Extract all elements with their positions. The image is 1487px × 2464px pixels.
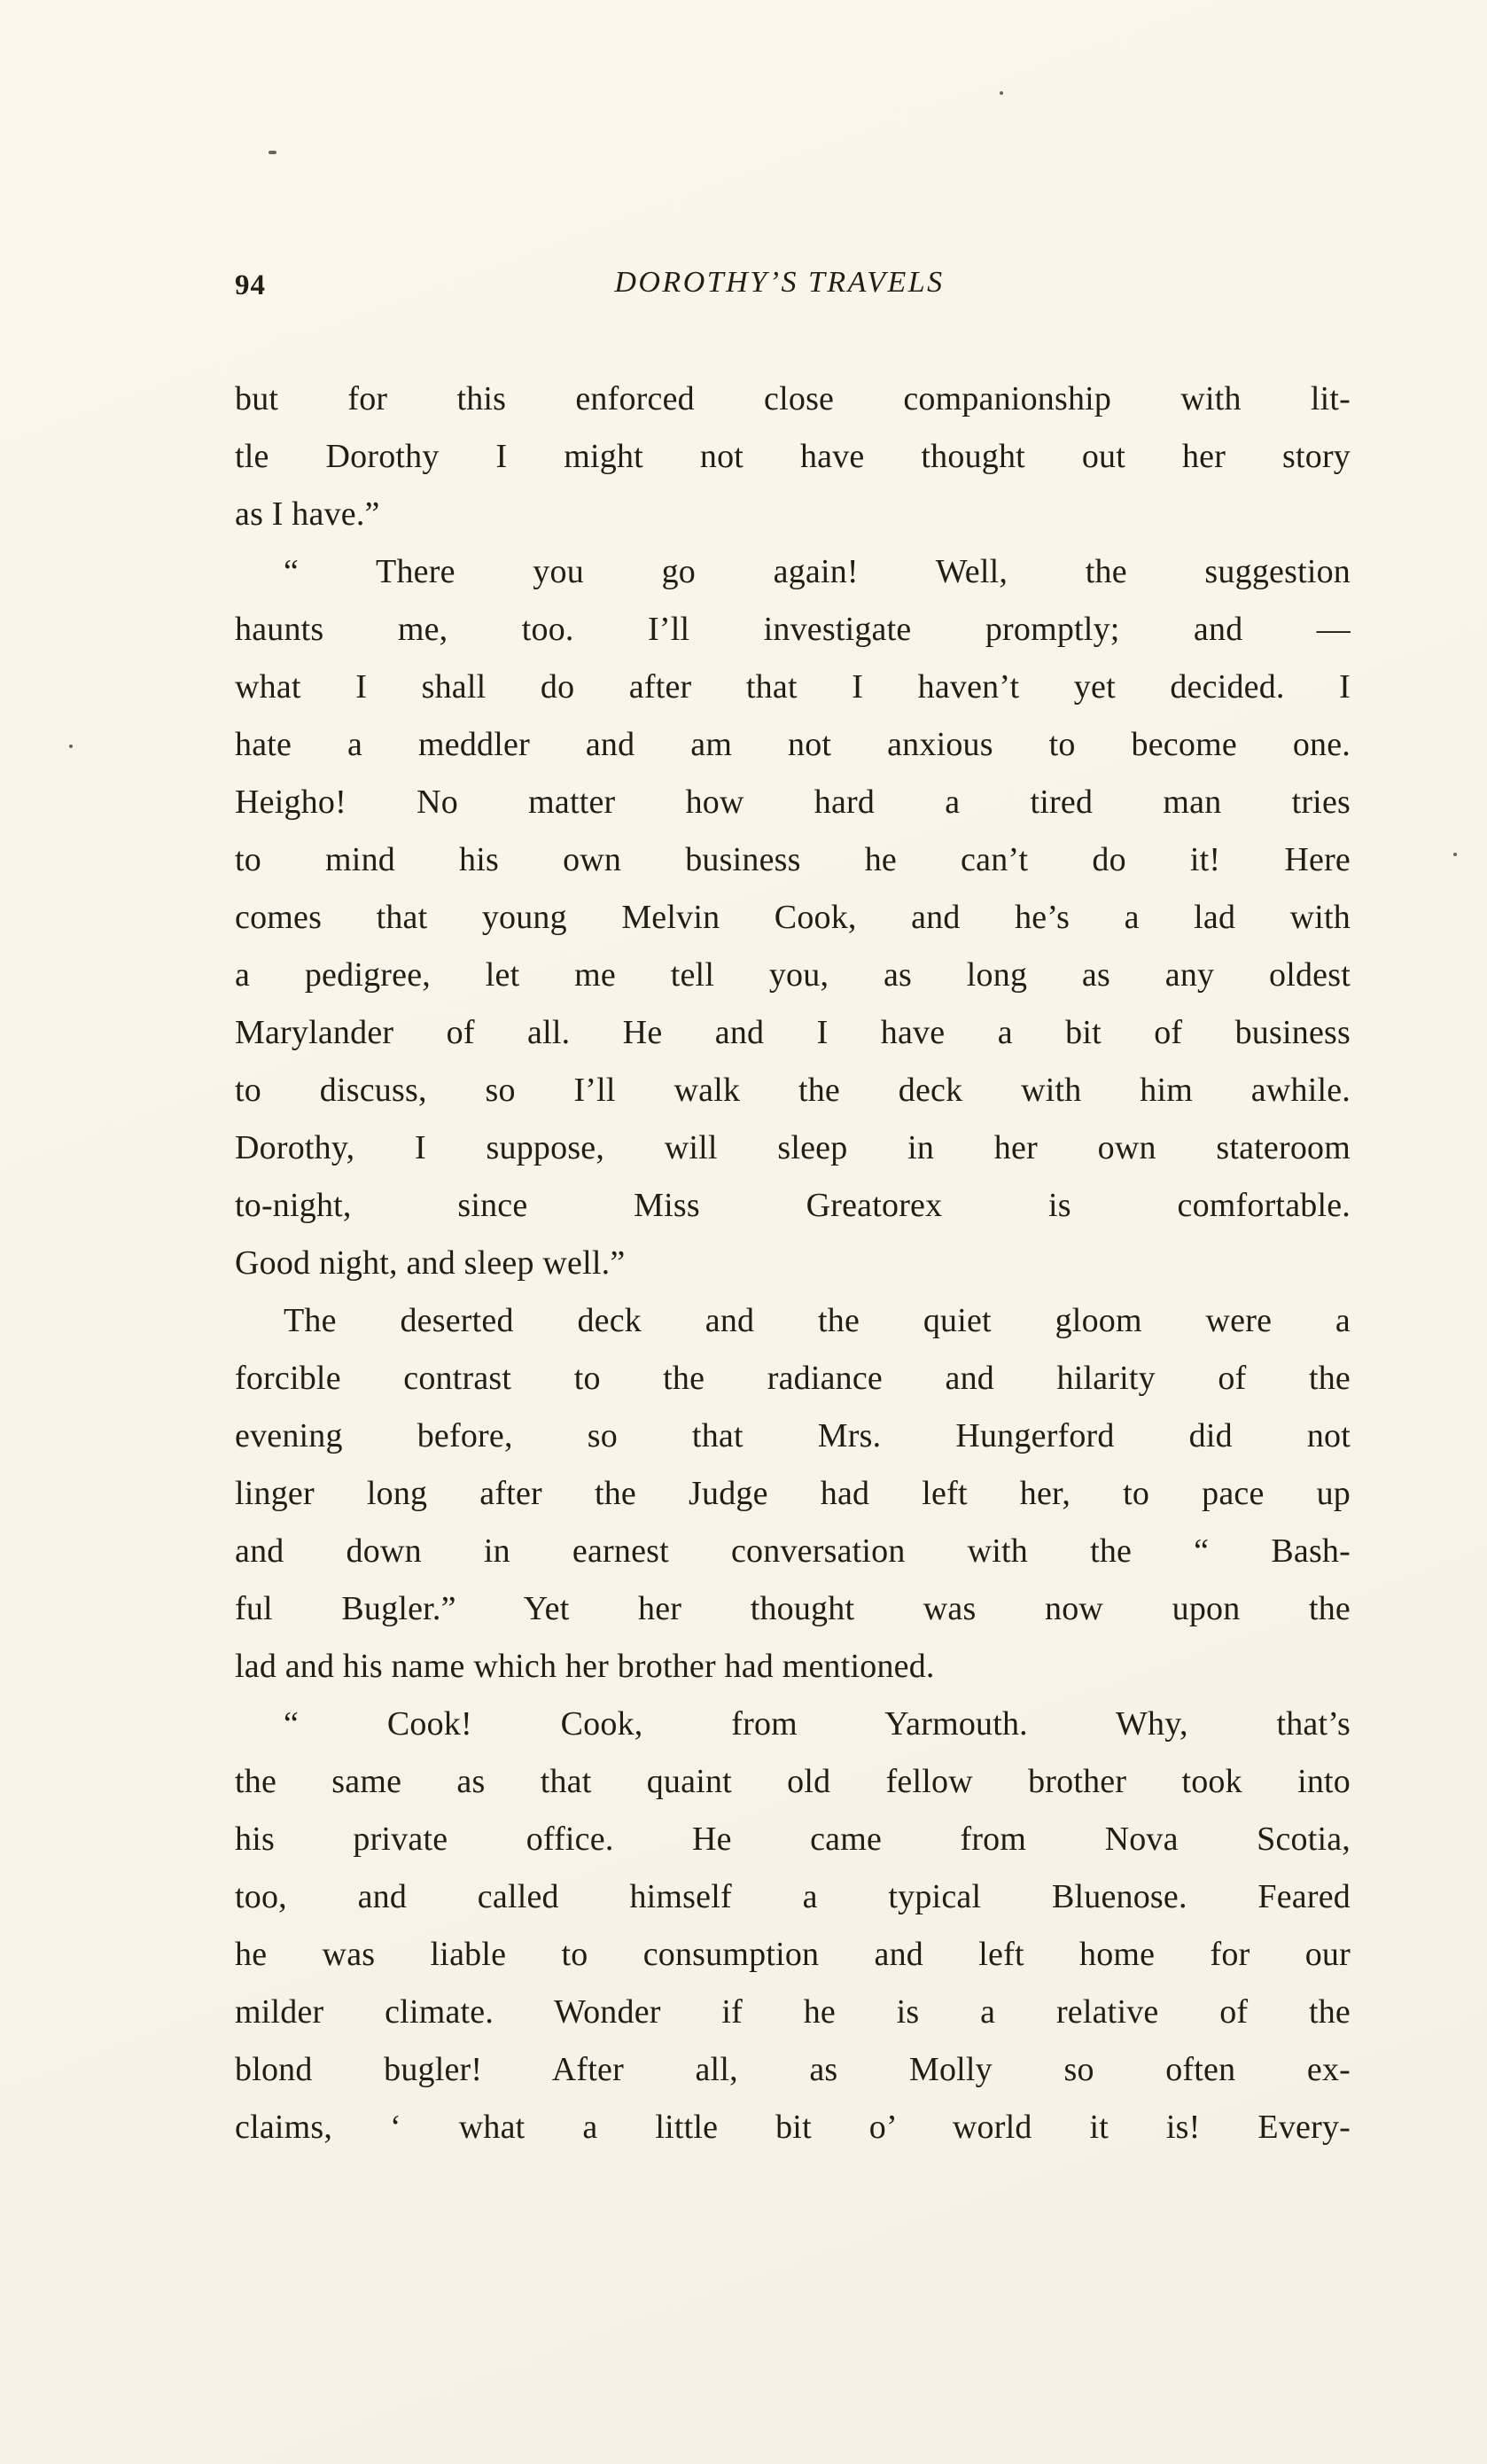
text-line: Marylander of all. He and I have a bit of business (235, 1014, 1351, 1051)
text-line: tle Dorothy I might not have thought out her story (235, 438, 1351, 475)
text-line: the same as that quaint old fellow brother took into (235, 1763, 1351, 1800)
paragraph (235, 370, 1351, 543)
paragraph (235, 543, 1351, 1292)
scan-speck (1453, 853, 1457, 856)
paragraph (235, 1292, 1351, 1696)
text-line: what I shall do after that I haven’t yet decided. I (235, 668, 1351, 706)
text-line: Heigho! No matter how hard a tired man tries (235, 784, 1351, 821)
text-block (235, 266, 1351, 2156)
text-line: he was liable to consumption and left home for our (235, 1936, 1351, 1973)
text-line: comes that young Melvin Cook, and he’s a lad with (235, 899, 1351, 936)
scan-speck (69, 745, 73, 748)
scan-speck (269, 151, 276, 154)
text-line: ful Bugler.” Yet her thought was now upon the (235, 1590, 1351, 1627)
text-line: to-night, since Miss Greatorex is comfortable. (235, 1187, 1351, 1224)
text-line: to mind his own business he can’t do it! Here (235, 841, 1351, 878)
text-line: his private office. He came from Nova Scotia, (235, 1821, 1351, 1858)
scan-speck (1000, 91, 1003, 95)
paragraph (235, 1696, 1351, 2156)
page-header (235, 266, 1351, 307)
text-line: lad and his name which her brother had mentioned. (235, 1648, 935, 1685)
text-line: evening before, so that Mrs. Hungerford did not (235, 1417, 1351, 1454)
text-line: too, and called himself a typical Bluenose. Feared (235, 1878, 1351, 1915)
text-line: Dorothy, I suppose, will sleep in her own stateroom (235, 1129, 1351, 1166)
text-line: claims, ‘ what a little bit o’ world it is! Every- (235, 2109, 1351, 2146)
running-title: DOROTHY’S TRAVELS (614, 266, 945, 299)
text-line: The deserted deck and the quiet gloom were a (284, 1302, 1351, 1339)
text-line: haunts me, too. I’ll investigate promptly; and — (235, 611, 1351, 648)
text-line: forcible contrast to the radiance and hilarity of the (235, 1360, 1351, 1397)
text-line: milder climate. Wonder if he is a relative of the (235, 1993, 1351, 2031)
text-line: to discuss, so I’ll walk the deck with him awhile. (235, 1072, 1351, 1109)
text-line: but for this enforced close companionship with lit- (235, 380, 1351, 417)
text-line: “ Cook! Cook, from Yarmouth. Why, that’s (284, 1705, 1351, 1743)
text-line: blond bugler! After all, as Molly so often ex- (235, 2051, 1351, 2088)
text-line: a pedigree, let me tell you, as long as any oldest (235, 956, 1351, 994)
text-line: as I have.” (235, 495, 380, 533)
text-line: and down in earnest conversation with the “ Bash- (235, 1532, 1351, 1570)
text-line: Good night, and sleep well.” (235, 1244, 626, 1282)
text-line: linger long after the Judge had left her, to pace up (235, 1475, 1351, 1512)
page-number: 94 (235, 269, 266, 301)
text-line: hate a meddler and am not anxious to become one. (235, 726, 1351, 763)
page-body (235, 370, 1351, 2156)
text-line: “ There you go again! Well, the suggestion (284, 553, 1351, 590)
